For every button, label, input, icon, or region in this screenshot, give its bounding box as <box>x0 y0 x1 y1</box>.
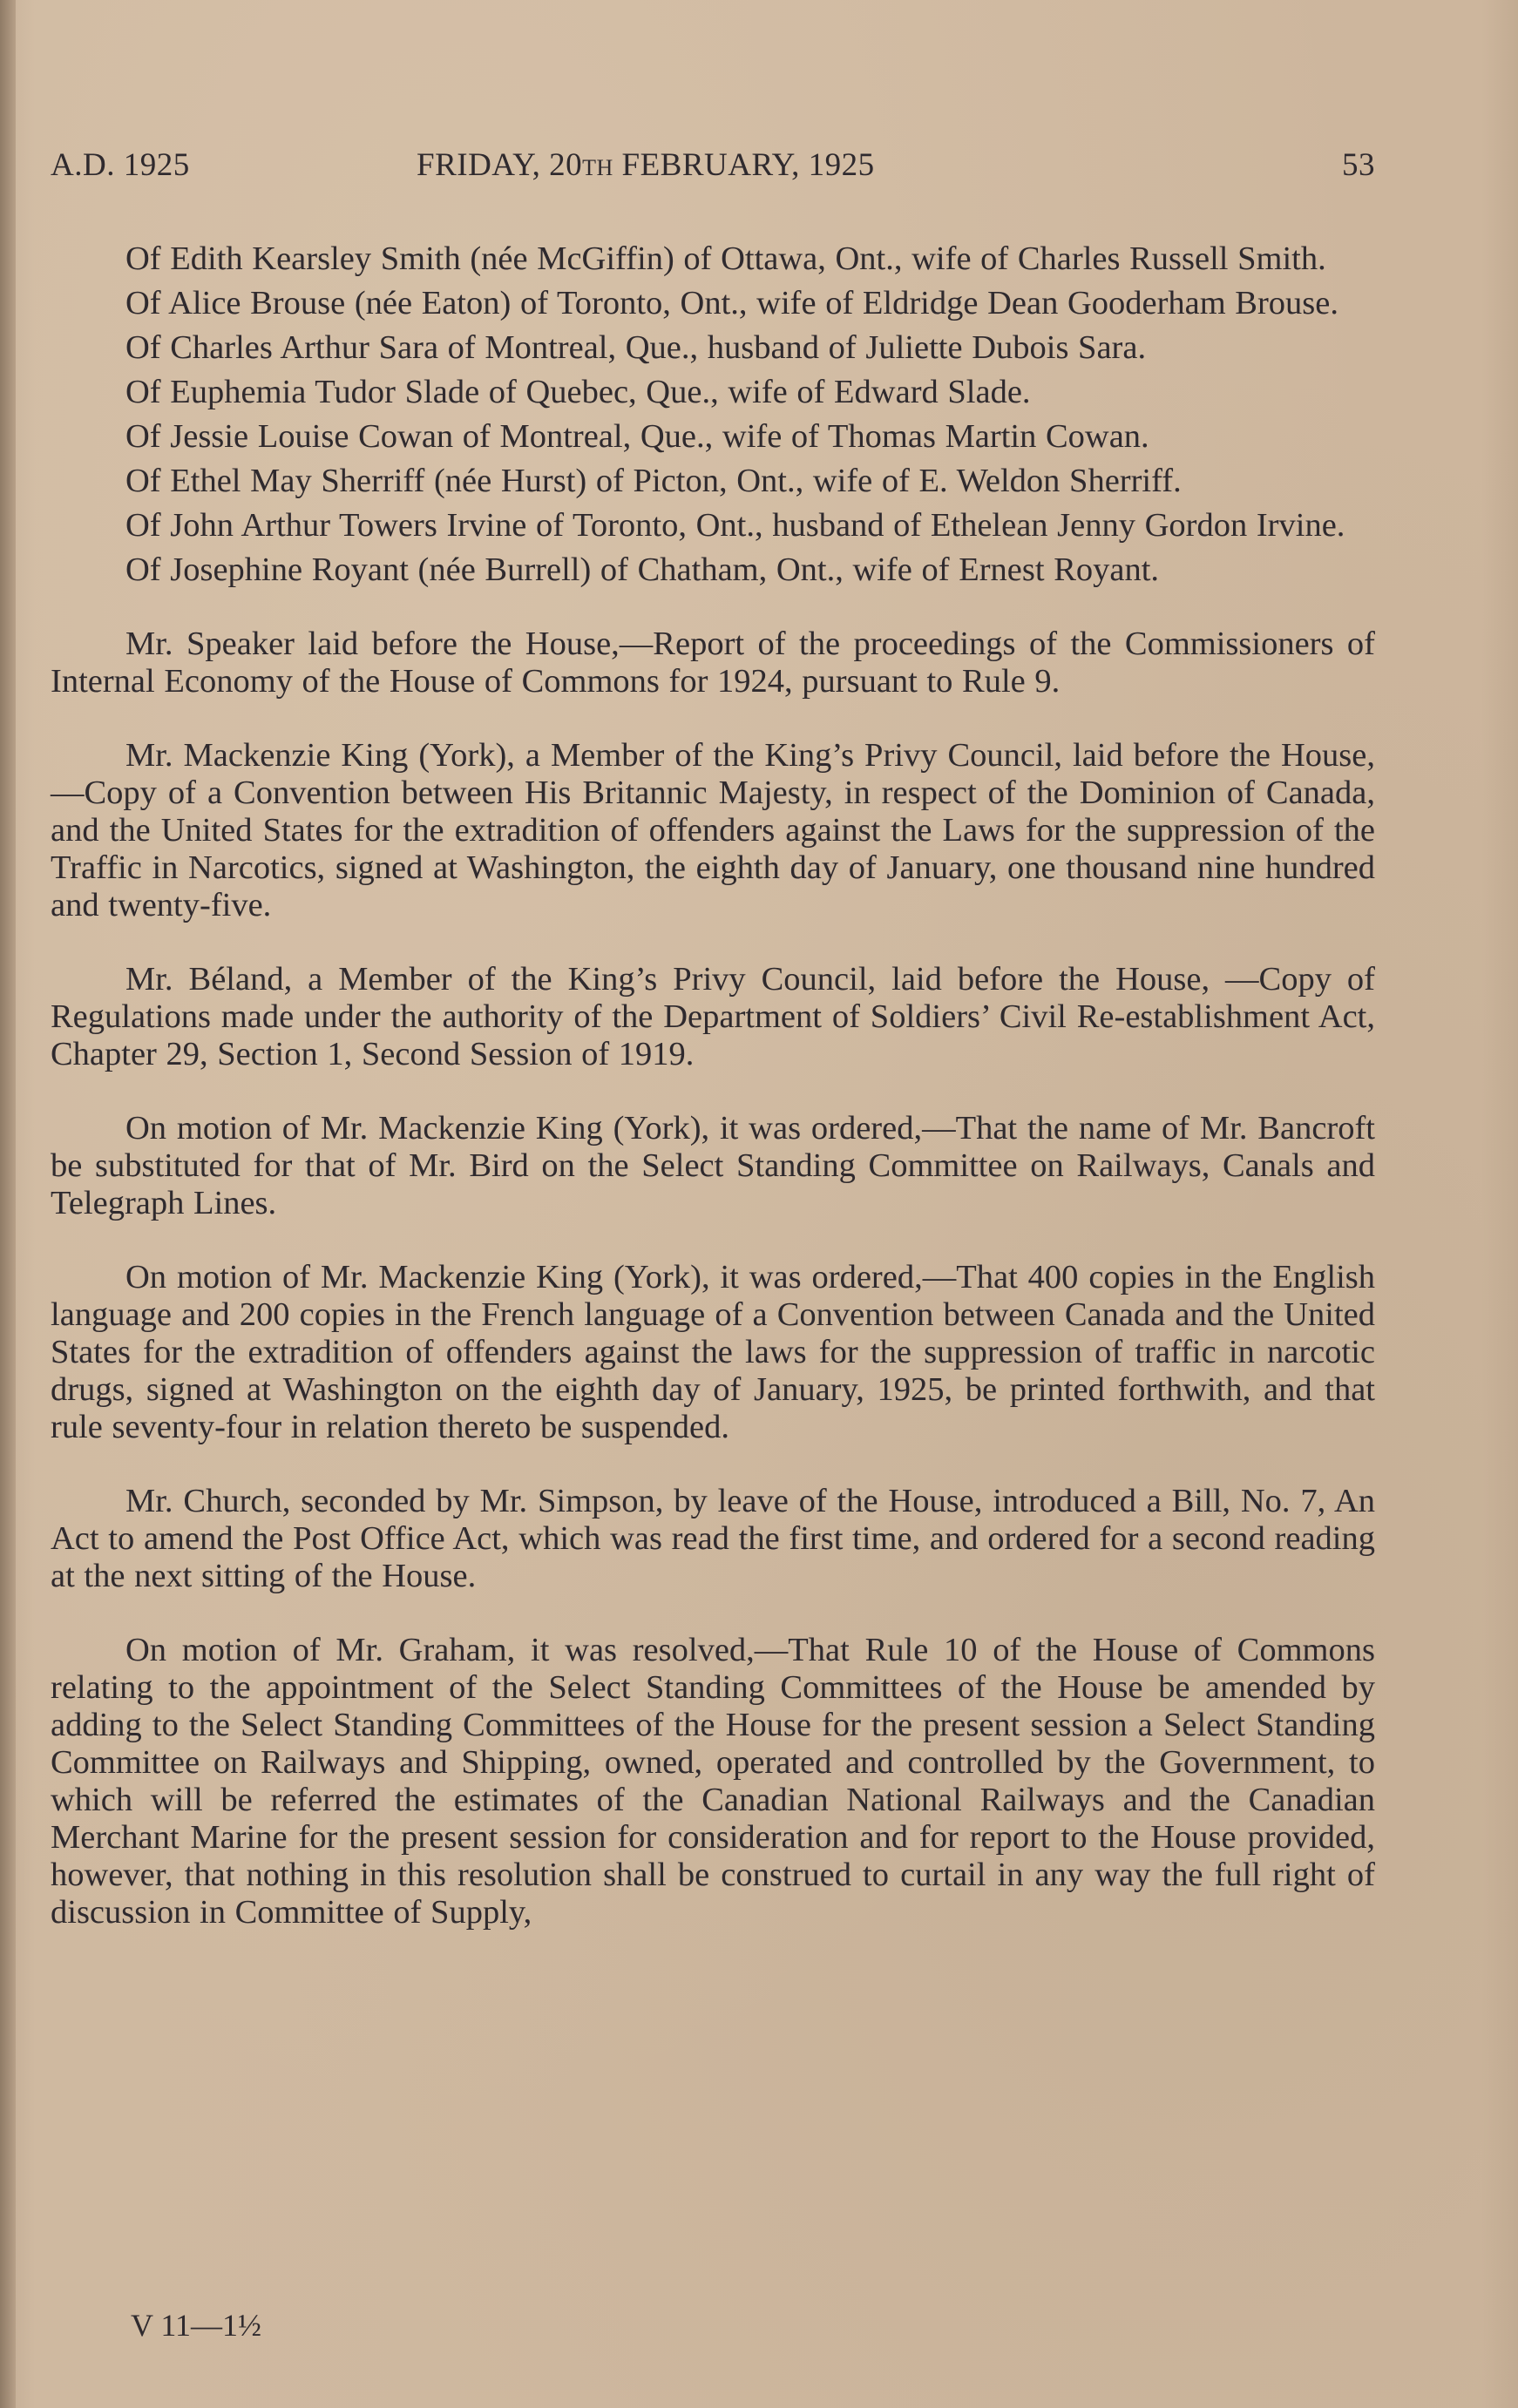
proceedings-paragraph: Mr. Mackenzie King (York), a Member of the King’s Privy Council, laid before the House,—Copy of a Convention between His Britannic Majesty, in respect of the Dominion of Canada, and the United States for the extradition of offenders against the Laws for the suppression of the Traffic in Narcotics, signed at Washington, the eighth day of January, one thousand nine hundred and twenty-five. <box>51 737 1375 923</box>
petition-entry: Of John Arthur Towers Irvine of Toronto, Ont., husband of Ethelean Jenny Gordon Irvine. <box>125 507 1345 544</box>
header-date <box>417 146 875 184</box>
petition-entry: Of Ethel May Sherriff (née Hurst) of Picton, Ont., wife of E. Weldon Sherriff. <box>125 463 1182 499</box>
header-date-suffix: TH <box>582 155 613 180</box>
proceedings-paragraph: Mr. Béland, a Member of the King’s Privy Council, laid before the House, —Copy of Regulations made under the authority of the Department of Soldiers’ Civil Re-establishment Act, Chapter 29, Section 1, Second Session of 1919. <box>51 961 1375 1072</box>
petition-entry: Of Charles Arthur Sara of Montreal, Que., husband of Juliette Dubois Sara. <box>125 329 1147 366</box>
binding-edge <box>0 0 16 2408</box>
proceedings-paragraph: On motion of Mr. Mackenzie King (York), it was ordered,—That the name of Mr. Bancroft be substituted for that of Mr. Bird on the Select Standing Committee on Railways, Canals and Telegraph Lines. <box>51 1110 1375 1221</box>
journal-body <box>51 240 1375 1931</box>
running-header <box>51 146 1375 193</box>
page-number: 53 <box>1342 147 1375 183</box>
petition-entry: Of Edith Kearsley Smith (née McGiffin) of Ottawa, Ont., wife of Charles Russell Smith. <box>125 240 1326 277</box>
proceedings-paragraph: On motion of Mr. Graham, it was resolved,—That Rule 10 of the House of Commons relating to the appointment of the Select Standing Committees of the House be amended by adding to the Select Standing Committees of the House for the present session a Select Standing Committee on Railways and Shipping, owned, operated and controlled by the Government, to which will be referred the estimates of the Canadian National Railways and the Canadian Merchant Marine for the present session for consideration and for report to the House provided, however, that nothing in this resolution shall be construed to curtail in any way the full right of discussion in Committee of Supply, <box>51 1632 1375 1931</box>
petition-entry: Of Euphemia Tudor Slade of Quebec, Que., wife of Edward Slade. <box>125 374 1031 410</box>
petition-entry: Of Josephine Royant (née Burrell) of Chatham, Ont., wife of Ernest Royant. <box>125 551 1160 588</box>
header-year: A.D. 1925 <box>51 147 190 183</box>
signature-mark: V 11—1½ <box>131 2308 262 2343</box>
petition-entry: Of Jessie Louise Cowan of Montreal, Que., wife of Thomas Martin Cowan. <box>125 418 1149 455</box>
proceedings-paragraph: Mr. Church, seconded by Mr. Simpson, by leave of the House, introduced a Bill, No. 7, An Act to amend the Post Office Act, which was read the first time, and ordered for a second reading at the next sitting of the House. <box>51 1483 1375 1594</box>
header-date-rest: FEBRUARY, 1925 <box>613 147 875 183</box>
petition-entry: Of Alice Brouse (née Eaton) of Toronto, Ont., wife of Eldridge Dean Gooderham Brouse. <box>125 285 1339 321</box>
proceedings-paragraph: Mr. Speaker laid before the House,—Report of the proceedings of the Commissioners of Internal Economy of the House of Commons for 1924, pursuant to Rule 9. <box>51 626 1375 700</box>
header-date-prefix: FRIDAY, 20 <box>417 147 583 183</box>
proceedings-paragraph: On motion of Mr. Mackenzie King (York), it was ordered,—That 400 copies in the English language and 200 copies in the French language of a Convention between Canada and the United States for the extradition of offenders against the laws for the suppression of traffic in narcotic drugs, signed at Washington on the eighth day of January, 1925, be printed forthwith, and that rule seventy-four in relation thereto be suspended. <box>51 1259 1375 1445</box>
